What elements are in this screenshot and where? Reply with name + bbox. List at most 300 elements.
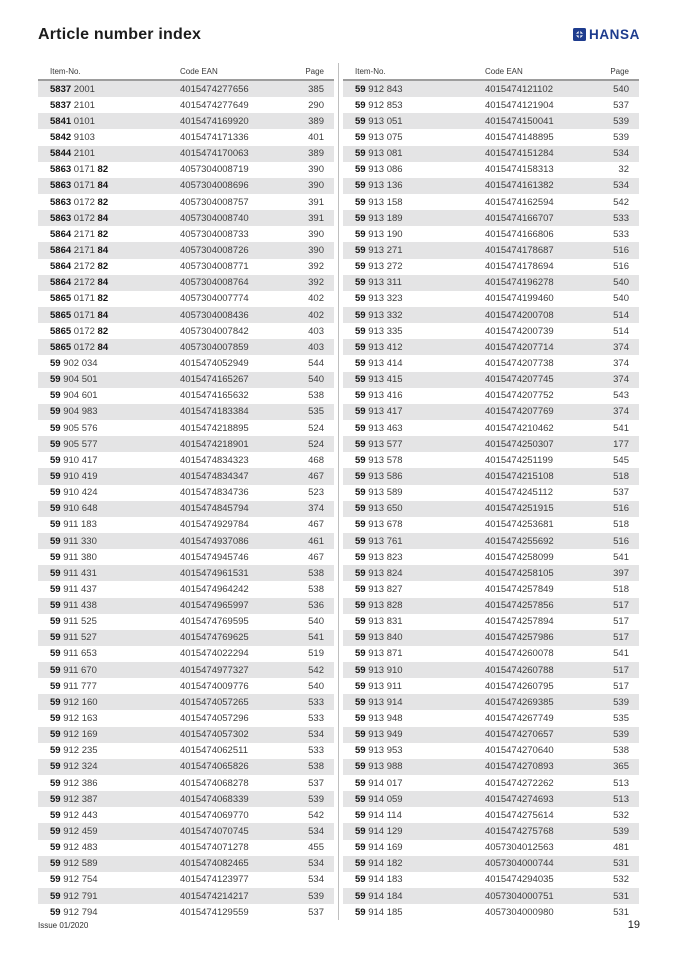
item-no-cell: 59 913 190 [355, 228, 403, 240]
item-no-cell: 5864 2171 84 [50, 244, 109, 256]
item-no-cell: 59 913 910 [355, 664, 403, 676]
ean-cell: 4015474069770 [180, 809, 249, 821]
page-cell: 531 [613, 906, 629, 918]
table-row [38, 339, 334, 355]
item-no-cell: 59 913 589 [355, 487, 403, 499]
table-row [38, 146, 334, 162]
item-no-cell: 5837 2001 [50, 83, 95, 95]
ean-cell: 4015474251199 [485, 454, 553, 466]
table-row [38, 662, 334, 678]
col-header-item-no: Item-No. [50, 66, 81, 76]
item-no-cell: 59 913 414 [355, 357, 403, 369]
item-no-cell: 5865 0172 82 [50, 325, 109, 337]
page-cell: 516 [613, 535, 629, 547]
page-cell: 540 [308, 374, 324, 386]
item-no-cell: 59 913 081 [355, 148, 403, 160]
page-cell: 401 [308, 131, 324, 143]
table-row [38, 259, 334, 275]
ean-cell: 4015474270640 [485, 745, 554, 757]
table-row [343, 436, 639, 452]
table-row [38, 113, 334, 129]
page-cell: 534 [308, 826, 324, 838]
ean-cell: 4015474196278 [485, 277, 554, 289]
page-cell: 540 [613, 293, 629, 305]
table-row [343, 468, 639, 484]
page-cell: 533 [308, 696, 324, 708]
item-no-cell: 59 913 678 [355, 519, 403, 531]
page-cell: 533 [308, 745, 324, 757]
page-cell: 391 [308, 212, 324, 224]
ean-cell: 4015474270893 [485, 761, 554, 773]
page-cell: 389 [308, 115, 324, 127]
page-cell: 468 [308, 454, 324, 466]
ean-cell: 4015474166806 [485, 228, 554, 240]
page-cell: 403 [308, 341, 324, 353]
page-cell: 517 [613, 632, 629, 644]
table-row [343, 646, 639, 662]
table-row [343, 194, 639, 210]
item-no-cell: 59 913 831 [355, 616, 403, 628]
ean-cell: 4015474068278 [180, 777, 249, 789]
table-row [38, 162, 334, 178]
table-row [38, 355, 334, 371]
page-cell: 540 [613, 83, 629, 95]
issue-label: Issue 01/2020 [38, 921, 89, 930]
ean-cell: 4015474068339 [180, 793, 249, 805]
table-row [38, 840, 334, 856]
item-no-cell: 59 913 949 [355, 729, 403, 741]
item-no-cell: 59 913 332 [355, 309, 403, 321]
page-cell: 534 [613, 180, 629, 192]
item-no-cell: 59 911 438 [50, 600, 97, 612]
page-cell: 467 [308, 519, 324, 531]
table-row [343, 710, 639, 726]
ean-cell: 4015474769595 [180, 616, 249, 628]
ean-cell: 4015474071278 [180, 842, 249, 854]
table-row [38, 485, 334, 501]
ean-cell: 4015474158313 [485, 164, 554, 176]
ean-cell: 4015474129559 [180, 906, 249, 918]
page-cell: 536 [308, 600, 324, 612]
page-cell: 535 [308, 406, 324, 418]
ean-cell: 4015474834736 [180, 487, 249, 499]
ean-cell: 4015474151284 [485, 148, 554, 160]
item-no-cell: 59 914 185 [355, 906, 403, 918]
page-title: Article number index [38, 26, 202, 43]
table-row [343, 614, 639, 630]
ean-cell: 4057304007842 [180, 325, 249, 337]
ean-cell: 4015474250307 [485, 438, 554, 450]
page-cell: 390 [308, 164, 324, 176]
item-no-cell: 59 913 311 [355, 277, 402, 289]
table-row [38, 710, 334, 726]
page-cell: 32 [618, 164, 629, 176]
page-cell: 481 [613, 842, 629, 854]
item-no-cell: 5863 0171 82 [50, 164, 109, 176]
table-row [38, 323, 334, 339]
table-row [343, 662, 639, 678]
page-cell: 516 [613, 261, 629, 273]
ean-cell: 4015474121904 [485, 99, 554, 111]
item-no-cell: 59 912 483 [50, 842, 98, 854]
page-cell: 539 [613, 131, 629, 143]
table-row [38, 791, 334, 807]
page-cell: 539 [613, 826, 629, 838]
table-row [38, 501, 334, 517]
ean-cell: 4015474257986 [485, 632, 554, 644]
table-row [38, 291, 334, 307]
page-footer [38, 919, 640, 931]
table-row [38, 242, 334, 258]
item-no-cell: 59 912 791 [50, 890, 98, 902]
page-cell: 534 [308, 729, 324, 741]
ean-cell: 4015474165267 [180, 374, 249, 386]
table-row [343, 807, 639, 823]
item-no-cell: 5864 2172 84 [50, 277, 109, 289]
table-row [343, 355, 639, 371]
item-no-cell: 59 913 415 [355, 374, 403, 386]
page-cell: 389 [308, 148, 324, 160]
ean-cell: 4015474169920 [180, 115, 249, 127]
page-cell: 533 [613, 228, 629, 240]
table-row [38, 372, 334, 388]
table-row [343, 339, 639, 355]
item-no-cell: 5842 9103 [50, 131, 95, 143]
item-no-cell: 59 912 386 [50, 777, 98, 789]
index-table-right [343, 63, 639, 920]
table-row [38, 275, 334, 291]
ean-cell: 4015474277656 [180, 83, 249, 95]
page-cell: 542 [613, 196, 629, 208]
item-no-cell: 59 912 235 [50, 745, 98, 757]
ean-cell: 4015474260795 [485, 680, 554, 692]
table-row [343, 630, 639, 646]
ean-cell: 4015474200739 [485, 325, 554, 337]
table-row [38, 694, 334, 710]
page-cell: 517 [613, 616, 629, 628]
item-no-cell: 59 911 777 [50, 680, 97, 692]
ean-cell: 4015474964242 [180, 583, 249, 595]
table-row [38, 823, 334, 839]
item-no-cell: 59 914 059 [355, 793, 403, 805]
table-row [38, 452, 334, 468]
item-no-cell: 59 913 650 [355, 503, 403, 515]
table-row [343, 452, 639, 468]
table-row [343, 291, 639, 307]
ean-cell: 4015474769625 [180, 632, 249, 644]
ean-cell: 4015474161382 [485, 180, 554, 192]
page-cell: 537 [308, 777, 324, 789]
item-no-cell: 59 912 754 [50, 874, 98, 886]
table-row [343, 904, 639, 920]
page-cell: 541 [613, 551, 629, 563]
table-row [38, 759, 334, 775]
ean-cell: 4015474260078 [485, 648, 554, 660]
ean-cell: 4015474277649 [180, 99, 249, 111]
page-cell: 540 [613, 277, 629, 289]
ean-cell: 4015474178694 [485, 261, 554, 273]
item-no-cell: 59 913 827 [355, 583, 403, 595]
table-row [38, 517, 334, 533]
table-row [343, 210, 639, 226]
table-body-left [38, 81, 334, 920]
ean-cell: 4015474062511 [180, 745, 248, 757]
table-row [343, 307, 639, 323]
table-row [343, 565, 639, 581]
table-row [38, 404, 334, 420]
table-row [343, 581, 639, 597]
item-no-cell: 59 913 824 [355, 567, 403, 579]
ean-cell: 4015474257856 [485, 600, 554, 612]
ean-cell: 4015474258105 [485, 567, 554, 579]
page-cell: 540 [308, 680, 324, 692]
column-divider [338, 63, 339, 920]
ean-cell: 4015474272262 [485, 777, 554, 789]
ean-cell: 4015474257849 [485, 583, 554, 595]
page-cell: 392 [308, 261, 324, 273]
item-no-cell: 59 912 163 [50, 713, 98, 725]
table-row [38, 581, 334, 597]
table-row [343, 678, 639, 694]
ean-cell: 4057304000751 [485, 890, 554, 902]
table-row [343, 178, 639, 194]
ean-cell: 4057304007774 [180, 293, 249, 305]
item-no-cell: 59 913 577 [355, 438, 403, 450]
page-cell: 539 [613, 696, 629, 708]
page-cell: 513 [613, 793, 629, 805]
item-no-cell: 59 902 034 [50, 357, 98, 369]
item-no-cell: 5844 2101 [50, 148, 95, 160]
ean-cell: 4015474057296 [180, 713, 249, 725]
table-row [343, 549, 639, 565]
page-cell: 177 [613, 438, 629, 450]
table-row [343, 420, 639, 436]
table-row [38, 727, 334, 743]
ean-cell: 4015474260788 [485, 664, 554, 676]
page-cell: 455 [308, 842, 324, 854]
table-row [343, 888, 639, 904]
item-no-cell: 59 913 948 [355, 713, 403, 725]
page-cell: 538 [613, 745, 629, 757]
table-row [343, 694, 639, 710]
hansa-logo-text: HANSA [588, 27, 640, 42]
item-no-cell: 59 914 183 [355, 874, 403, 886]
page-cell: 534 [613, 148, 629, 160]
table-row [343, 856, 639, 872]
ean-cell: 4015474148895 [485, 131, 554, 143]
item-no-cell: 59 913 761 [355, 535, 403, 547]
table-header-left [38, 63, 334, 81]
table-row [343, 517, 639, 533]
table-row [38, 210, 334, 226]
ean-cell: 4015474199460 [485, 293, 554, 305]
item-no-cell: 59 913 323 [355, 293, 403, 305]
item-no-cell: 59 913 463 [355, 422, 403, 434]
item-no-cell: 59 912 794 [50, 906, 98, 918]
item-no-cell: 5865 0171 82 [50, 293, 109, 305]
item-no-cell: 5864 2172 82 [50, 261, 109, 273]
item-no-cell: 59 914 182 [355, 858, 403, 870]
page-cell: 390 [308, 228, 324, 240]
page-cell: 513 [613, 777, 629, 789]
item-no-cell: 59 914 129 [355, 826, 403, 838]
item-no-cell: 59 912 589 [50, 858, 98, 870]
item-no-cell: 59 913 412 [355, 341, 403, 353]
ean-cell: 4057304008733 [180, 228, 249, 240]
ean-cell: 4057304008757 [180, 196, 249, 208]
item-no-cell: 59 910 419 [50, 470, 98, 482]
item-no-cell: 59 911 431 [50, 567, 97, 579]
table-row [38, 388, 334, 404]
page-cell: 518 [613, 519, 629, 531]
table-row [343, 259, 639, 275]
table-row [38, 904, 334, 920]
page-cell: 374 [613, 374, 629, 386]
ean-cell: 4015474070745 [180, 826, 249, 838]
ean-cell: 4015474207752 [485, 390, 554, 402]
item-no-cell: 59 913 988 [355, 761, 403, 773]
page-cell: 533 [308, 713, 324, 725]
item-no-cell: 59 913 828 [355, 600, 403, 612]
item-no-cell: 59 913 086 [355, 164, 403, 176]
index-table-left [38, 63, 334, 920]
ean-cell: 4057304000980 [485, 906, 554, 918]
item-no-cell: 59 911 330 [50, 535, 97, 547]
page-cell: 538 [308, 761, 324, 773]
ean-cell: 4015474255692 [485, 535, 554, 547]
page-cell: 534 [308, 874, 324, 886]
page-cell: 537 [613, 99, 629, 111]
item-no-cell: 59 913 271 [355, 244, 403, 256]
item-no-cell: 59 911 437 [50, 583, 97, 595]
item-no-cell: 59 904 983 [50, 406, 98, 418]
table-row [38, 97, 334, 113]
table-row [38, 81, 334, 97]
page-cell: 524 [308, 422, 324, 434]
item-no-cell: 59 913 136 [355, 180, 403, 192]
item-no-cell: 59 912 387 [50, 793, 98, 805]
table-row [343, 727, 639, 743]
table-row [343, 775, 639, 791]
page-cell: 531 [613, 890, 629, 902]
ean-cell: 4015474207714 [485, 341, 554, 353]
ean-cell: 4015474052949 [180, 357, 249, 369]
item-no-cell: 59 913 158 [355, 196, 403, 208]
item-no-cell: 5865 0171 84 [50, 309, 109, 321]
page-cell: 537 [308, 906, 324, 918]
table-row [343, 840, 639, 856]
table-header-right [343, 63, 639, 81]
table-row [343, 501, 639, 517]
table-row [38, 678, 334, 694]
page-cell: 533 [613, 212, 629, 224]
item-no-cell: 59 913 871 [355, 648, 403, 660]
ean-cell: 4015474257894 [485, 616, 554, 628]
item-no-cell: 59 913 578 [355, 454, 403, 466]
ean-cell: 4015474207738 [485, 357, 554, 369]
item-no-cell: 59 911 525 [50, 616, 97, 628]
item-no-cell: 59 912 160 [50, 696, 98, 708]
page-cell: 402 [308, 309, 324, 321]
ean-cell: 4015474294035 [485, 874, 554, 886]
page-cell: 390 [308, 180, 324, 192]
table-row [38, 420, 334, 436]
ean-cell: 4015474162594 [485, 196, 554, 208]
table-row [343, 388, 639, 404]
col-header-code-ean: Code EAN [180, 66, 218, 76]
ean-cell: 4015474207769 [485, 406, 554, 418]
item-no-cell: 59 913 416 [355, 390, 403, 402]
table-row [38, 630, 334, 646]
ean-cell: 4015474834323 [180, 454, 249, 466]
item-no-cell: 59 910 648 [50, 503, 98, 515]
item-no-cell: 59 913 840 [355, 632, 403, 644]
item-no-cell: 59 914 184 [355, 890, 403, 902]
item-no-cell: 5863 0172 82 [50, 196, 109, 208]
ean-cell: 4015474065826 [180, 761, 249, 773]
ean-cell: 4015474178687 [485, 244, 554, 256]
ean-cell: 4057304008719 [180, 164, 249, 176]
col-header-page: Page [305, 66, 324, 76]
ean-cell: 4057304008696 [180, 180, 249, 192]
page-cell: 539 [613, 729, 629, 741]
ean-cell: 4015474022294 [180, 648, 249, 660]
item-no-cell: 59 905 576 [50, 422, 98, 434]
item-no-cell: 59 913 189 [355, 212, 403, 224]
table-row [38, 775, 334, 791]
item-no-cell: 5841 0101 [50, 115, 95, 127]
item-no-cell: 59 914 169 [355, 842, 403, 854]
page-cell: 374 [613, 357, 629, 369]
page-cell: 516 [613, 244, 629, 256]
table-row [38, 226, 334, 242]
ean-cell: 4015474210462 [485, 422, 554, 434]
ean-cell: 4015474245112 [485, 487, 553, 499]
table-row [343, 743, 639, 759]
ean-cell: 4015474251915 [485, 503, 554, 515]
page-cell: 403 [308, 325, 324, 337]
table-row [343, 533, 639, 549]
table-row [343, 162, 639, 178]
page-cell: 514 [613, 309, 629, 321]
ean-cell: 4015474845794 [180, 503, 249, 515]
ean-cell: 4015474207745 [485, 374, 554, 386]
page-cell: 385 [308, 83, 324, 95]
page-cell: 467 [308, 470, 324, 482]
ean-cell: 4057304007859 [180, 341, 249, 353]
page-cell: 542 [308, 664, 324, 676]
ean-cell: 4057304008771 [180, 261, 249, 273]
page-cell: 545 [613, 454, 629, 466]
table-row [343, 97, 639, 113]
item-no-cell: 59 913 914 [355, 696, 403, 708]
item-no-cell: 59 914 114 [355, 809, 402, 821]
hansa-logo [573, 27, 640, 42]
page-cell: 290 [308, 99, 324, 111]
item-no-cell: 59 911 380 [50, 551, 97, 563]
table-row [343, 275, 639, 291]
page-cell: 524 [308, 438, 324, 450]
ean-cell: 4015474961531 [180, 567, 249, 579]
table-row [38, 888, 334, 904]
page-cell: 391 [308, 196, 324, 208]
item-no-cell: 5863 0172 84 [50, 212, 109, 224]
table-row [343, 759, 639, 775]
item-no-cell: 59 913 272 [355, 261, 403, 273]
table-row [343, 146, 639, 162]
item-no-cell: 59 913 953 [355, 745, 403, 757]
table-row [343, 323, 639, 339]
